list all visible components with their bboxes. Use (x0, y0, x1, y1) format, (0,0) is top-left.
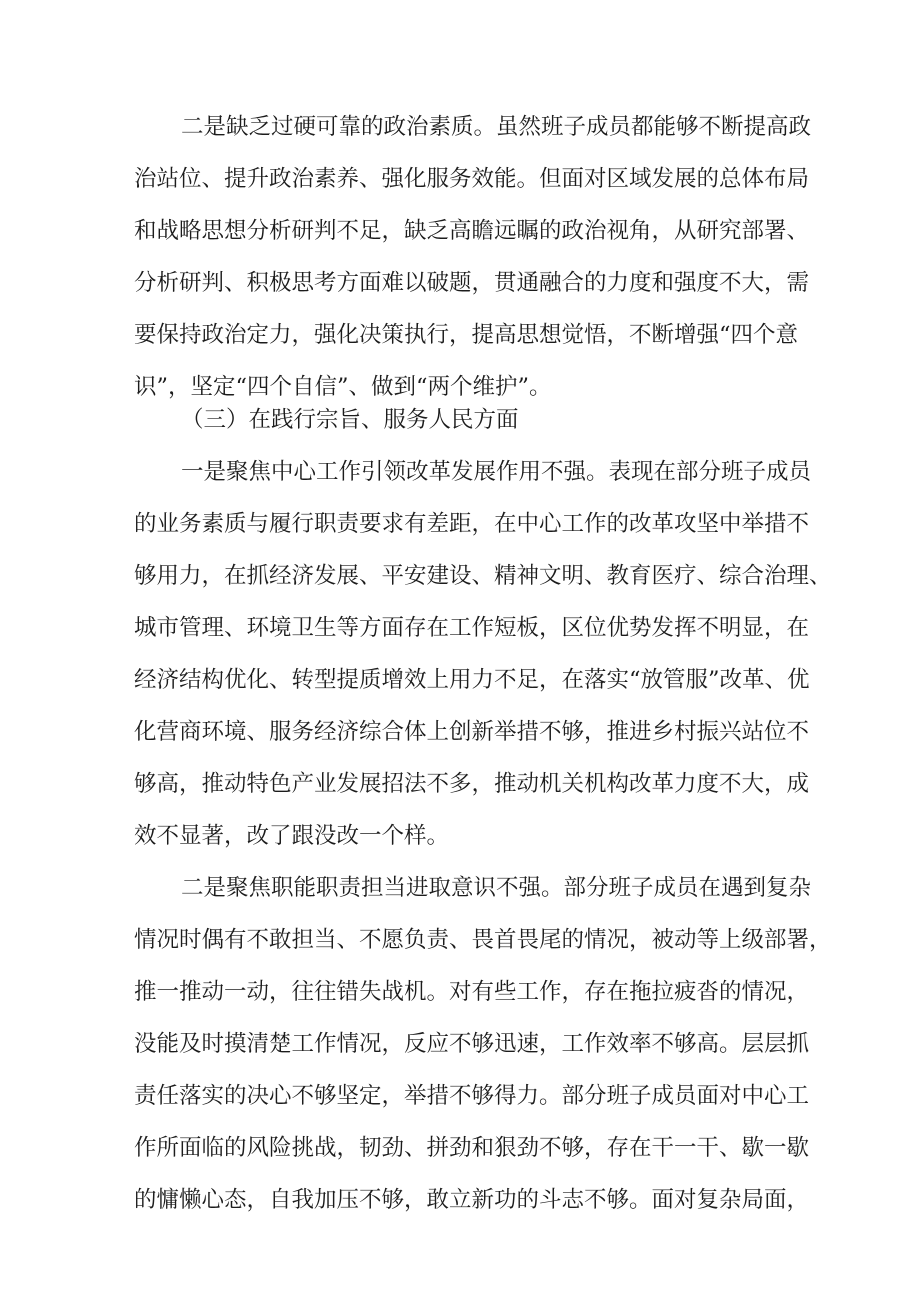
paragraph-2-line-3: 够用力，在抓经济发展、平安建设、精神文明、教育医疗、综合治理、 (134, 563, 832, 589)
paragraph-2-line-2: 的业务素质与履行职责要求有差距，在中心工作的改革攻坚中举措不 (134, 511, 810, 537)
paragraph-2-line-5: 经济结构优化、转型提质增效上用力不足，在落实“放管服”改革、优 (134, 667, 810, 693)
paragraph-2-line-6: 化营商环境、服务经济综合体上创新举措不够，推进乡村振兴站位不 (134, 719, 810, 745)
paragraph-2-line-4: 城市管理、环境卫生等方面存在工作短板，区位优势发挥不明显，在 (134, 615, 810, 641)
paragraph-2-line-8: 效不显著，改了跟没改一个样。 (134, 823, 450, 849)
paragraph-3-line-3: 推一推动一动，往往错失战机。对有些工作，存在拖拉疲沓的情况， (134, 979, 810, 1005)
paragraph-3-line-1: 二是聚焦职能职责担当进取意识不强。部分班子成员在遇到复杂 (181, 875, 812, 901)
paragraph-1-line-5: 要保持政治定力，强化决策执行，提高思想觉悟，不断增强“四个意 (134, 322, 799, 348)
paragraph-1-line-2: 治站位、提升政治素养、强化服务效能。但面对区域发展的总体布局 (134, 166, 810, 192)
paragraph-1-line-4: 分析研判、积极思考方面难以破题，贯通融合的力度和强度不大，需 (134, 270, 810, 296)
paragraph-1-line-1: 二是缺乏过硬可靠的政治素质。虽然班子成员都能够不断提高政 (181, 114, 812, 140)
paragraph-3-line-2: 情况时偶有不敢担当、不愿负责、畏首畏尾的情况，被动等上级部署， (134, 927, 832, 953)
paragraph-3-line-4: 没能及时摸清楚工作情况，反应不够迅速，工作效率不够高。层层抓 (134, 1031, 810, 1057)
paragraph-2-line-7: 够高，推动特色产业发展招法不多，推动机关机构改革力度不大，成 (134, 771, 810, 797)
paragraph-1-line-3: 和战略思想分析研判不足，缺乏高瞻远瞩的政治视角，从研究部署、 (134, 218, 810, 244)
paragraph-3-line-7: 的慵懒心态，自我加压不够，敢立新功的斗志不够。面对复杂局面， (134, 1187, 810, 1213)
paragraph-1-line-6: 识”，坚定“四个自信”、做到“两个维护”。 (134, 374, 552, 400)
section-heading: （三）在践行宗旨、服务人民方面 (181, 407, 519, 433)
paragraph-3-line-6: 作所面临的风险挑战，韧劲、拼劲和狠劲不够，存在干一干、歇一歇 (134, 1135, 810, 1161)
paragraph-3-line-5: 责任落实的决心不够坚定，举措不够得力。部分班子成员面对中心工 (134, 1083, 810, 1109)
paragraph-2-line-1: 一是聚焦中心工作引领改革发展作用不强。表现在部分班子成员 (181, 459, 812, 485)
